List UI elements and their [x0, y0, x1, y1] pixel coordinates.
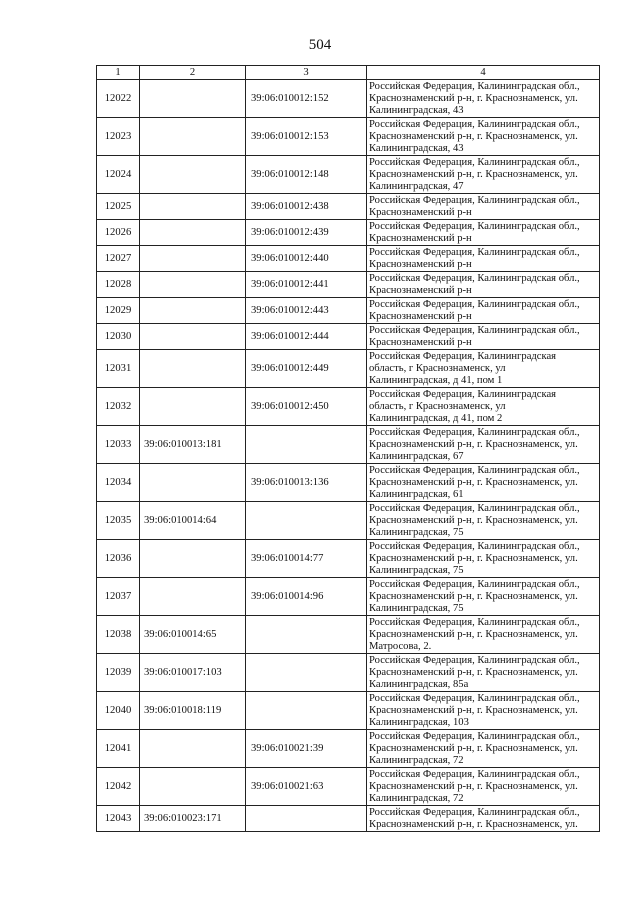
- address-line: Краснознаменский р-н, г. Краснознаменск, ул.: [369, 130, 578, 142]
- table-row: [97, 730, 600, 768]
- address-line: Российская Федерация, Калининградская обл.,: [369, 692, 580, 704]
- header-col-3: 3: [246, 66, 367, 80]
- table-row: [97, 426, 600, 464]
- address-line: Российская Федерация, Калининградская обл.,: [369, 502, 580, 514]
- cadastral-number-col3: [246, 806, 367, 832]
- address-cell: [367, 388, 600, 426]
- address-cell: [367, 272, 600, 298]
- cadastral-number-col2: [140, 730, 246, 768]
- address-line: Российская Федерация, Калининградская обл.,: [369, 464, 580, 476]
- table-row: [97, 118, 600, 156]
- page-number: 504: [308, 37, 332, 53]
- address-line: Российская Федерация, Калининградская обл.,: [369, 156, 580, 168]
- address-line: Калининградская, 67: [369, 450, 464, 462]
- address-line: Краснознаменский р-н, г. Краснознаменск, ул.: [369, 704, 578, 716]
- address-cell: [367, 768, 600, 806]
- address-cell: [367, 80, 600, 118]
- cadastral-number-col2: [140, 324, 246, 350]
- address-line: Российская Федерация, Калининградская обл.,: [369, 654, 580, 666]
- table-row: [97, 616, 600, 654]
- property-table: [96, 65, 600, 832]
- address-line: Краснознаменский р-н, г. Краснознаменск, ул.: [369, 666, 578, 678]
- address-line: Калининградская, 103: [369, 716, 469, 728]
- cadastral-number-col2: 39:06:010014:65: [140, 616, 246, 654]
- row-number-cell: 12024: [97, 156, 140, 194]
- address-cell: [367, 464, 600, 502]
- address-line: Краснознаменский р-н, г. Краснознаменск, ул.: [369, 742, 578, 754]
- cadastral-number-col2: 39:06:010017:103: [140, 654, 246, 692]
- cadastral-number-col3: 39:06:010012:440: [246, 246, 367, 272]
- address-cell: [367, 502, 600, 540]
- address-cell: [367, 118, 600, 156]
- table-row: [97, 578, 600, 616]
- address-cell: [367, 806, 600, 832]
- row-number-cell: 12025: [97, 194, 140, 220]
- table-row: [97, 464, 600, 502]
- address-cell: [367, 654, 600, 692]
- address-line: Российская Федерация, Калининградская: [369, 350, 557, 362]
- cadastral-number-col3: [246, 692, 367, 730]
- cadastral-number-col3: 39:06:010012:444: [246, 324, 367, 350]
- cadastral-number-col2: 39:06:010023:171: [140, 806, 246, 832]
- row-number-cell: 12038: [97, 616, 140, 654]
- row-number-cell: 12027: [97, 246, 140, 272]
- row-number-cell: 12026: [97, 220, 140, 246]
- address-line: Калининградская, 43: [369, 142, 464, 154]
- address-line: Калининградская, д 41, пом 2: [369, 412, 503, 424]
- cadastral-number-col3: 39:06:010012:443: [246, 298, 367, 324]
- address-line: Калининградская, 72: [369, 754, 464, 766]
- row-number-cell: 12037: [97, 578, 140, 616]
- row-number-cell: 12034: [97, 464, 140, 502]
- cadastral-number-col2: [140, 768, 246, 806]
- address-line: Краснознаменский р-н, г. Краснознаменск, ул.: [369, 590, 578, 602]
- address-line: Российская Федерация, Калининградская обл.,: [369, 272, 580, 284]
- cadastral-number-col2: [140, 540, 246, 578]
- row-number-cell: 12022: [97, 80, 140, 118]
- table-row: [97, 220, 600, 246]
- address-line: Российская Федерация, Калининградская обл.,: [369, 578, 580, 590]
- address-line: Краснознаменский р-н, г. Краснознаменск, ул.: [369, 476, 578, 488]
- table-row: [97, 324, 600, 350]
- address-line: Калининградская, 43: [369, 104, 464, 116]
- table-row: [97, 540, 600, 578]
- address-cell: [367, 194, 600, 220]
- table-row: [97, 502, 600, 540]
- address-cell: [367, 298, 600, 324]
- cadastral-number-col2: [140, 388, 246, 426]
- address-line: Российская Федерация, Калининградская обл.,: [369, 806, 580, 818]
- address-cell: [367, 324, 600, 350]
- row-number-cell: 12033: [97, 426, 140, 464]
- address-line: Калининградская, 75: [369, 564, 464, 576]
- address-cell: [367, 426, 600, 464]
- table-row: [97, 156, 600, 194]
- cadastral-number-col2: [140, 272, 246, 298]
- address-line: Краснознаменский р-н: [369, 258, 472, 270]
- address-line: Краснознаменский р-н, г. Краснознаменск, ул.: [369, 92, 578, 104]
- address-line: Краснознаменский р-н: [369, 284, 472, 296]
- cadastral-number-col2: [140, 464, 246, 502]
- header-col-1: 1: [97, 66, 140, 80]
- cadastral-number-col3: 39:06:010012:152: [246, 80, 367, 118]
- address-line: Российская Федерация, Калининградская обл.,: [369, 324, 580, 336]
- cadastral-number-col3: 39:06:010012:441: [246, 272, 367, 298]
- cadastral-number-col3: 39:06:010021:63: [246, 768, 367, 806]
- cadastral-number-col2: [140, 298, 246, 324]
- row-number-cell: 12043: [97, 806, 140, 832]
- row-number-cell: 12041: [97, 730, 140, 768]
- address-cell: [367, 350, 600, 388]
- address-cell: [367, 220, 600, 246]
- address-line: Краснознаменский р-н: [369, 310, 472, 322]
- header-col-4: 4: [367, 66, 600, 80]
- table-row: [97, 298, 600, 324]
- cadastral-number-col2: [140, 246, 246, 272]
- cadastral-number-col2: [140, 578, 246, 616]
- address-line: Российская Федерация, Калининградская обл.,: [369, 730, 580, 742]
- address-line: Матросова, 2.: [369, 640, 432, 652]
- cadastral-number-col3: 39:06:010012:148: [246, 156, 367, 194]
- address-cell: [367, 578, 600, 616]
- row-number-cell: 12029: [97, 298, 140, 324]
- address-line: Российская Федерация, Калининградская обл.,: [369, 118, 580, 130]
- address-line: Российская Федерация, Калининградская обл.,: [369, 768, 580, 780]
- address-line: Краснознаменский р-н, г. Краснознаменск, ул.: [369, 514, 578, 526]
- address-line: Краснознаменский р-н, г. Краснознаменск, ул.: [369, 628, 578, 640]
- address-line: Краснознаменский р-н, г. Краснознаменск, ул.: [369, 438, 578, 450]
- table-header-row: [97, 66, 600, 80]
- address-line: Краснознаменский р-н, г. Краснознаменск, ул.: [369, 818, 578, 830]
- row-number-cell: 12039: [97, 654, 140, 692]
- cadastral-number-col2: 39:06:010018:119: [140, 692, 246, 730]
- table-row: [97, 80, 600, 118]
- address-line: область, г Краснознаменск, ул: [369, 400, 506, 412]
- address-line: Российская Федерация, Калининградская обл.,: [369, 426, 580, 438]
- cadastral-number-col2: 39:06:010014:64: [140, 502, 246, 540]
- address-line: Российская Федерация, Калининградская обл.,: [369, 220, 580, 232]
- cadastral-number-col2: [140, 194, 246, 220]
- row-number-cell: 12036: [97, 540, 140, 578]
- cadastral-number-col3: 39:06:010021:39: [246, 730, 367, 768]
- address-line: Краснознаменский р-н, г. Краснознаменск, ул.: [369, 780, 578, 792]
- cadastral-number-col3: 39:06:010012:450: [246, 388, 367, 426]
- cadastral-number-col2: [140, 118, 246, 156]
- address-cell: [367, 692, 600, 730]
- row-number-cell: 12042: [97, 768, 140, 806]
- header-col-2: 2: [140, 66, 246, 80]
- address-line: Калининградская, 75: [369, 526, 464, 538]
- table-row: [97, 388, 600, 426]
- cadastral-number-col3: 39:06:010012:449: [246, 350, 367, 388]
- row-number-cell: 12028: [97, 272, 140, 298]
- address-cell: [367, 540, 600, 578]
- cadastral-number-col3: [246, 502, 367, 540]
- address-line: Российская Федерация, Калининградская обл.,: [369, 246, 580, 258]
- table-row: [97, 806, 600, 832]
- address-line: Российская Федерация, Калининградская обл.,: [369, 298, 580, 310]
- table-row: [97, 692, 600, 730]
- address-line: Краснознаменский р-н, г. Краснознаменск, ул.: [369, 552, 578, 564]
- cadastral-number-col2: [140, 156, 246, 194]
- address-cell: [367, 616, 600, 654]
- cadastral-number-col2: [140, 220, 246, 246]
- address-line: Российская Федерация, Калининградская обл.,: [369, 194, 580, 206]
- table-row: [97, 272, 600, 298]
- address-line: Краснознаменский р-н: [369, 206, 472, 218]
- address-line: Краснознаменский р-н: [369, 336, 472, 348]
- row-number-cell: 12040: [97, 692, 140, 730]
- row-number-cell: 12035: [97, 502, 140, 540]
- cadastral-number-col3: 39:06:010014:77: [246, 540, 367, 578]
- address-cell: [367, 730, 600, 768]
- row-number-cell: 12030: [97, 324, 140, 350]
- address-line: Калининградская, д 41, пом 1: [369, 374, 503, 386]
- address-line: Калининградская, 61: [369, 488, 464, 500]
- address-line: Калининградская, 72: [369, 792, 464, 804]
- cadastral-number-col2: [140, 80, 246, 118]
- cadastral-number-col2: [140, 350, 246, 388]
- cadastral-number-col3: [246, 654, 367, 692]
- address-line: Российская Федерация, Калининградская обл.,: [369, 616, 580, 628]
- row-number-cell: 12032: [97, 388, 140, 426]
- table-row: [97, 246, 600, 272]
- cadastral-number-col3: [246, 426, 367, 464]
- cadastral-number-col3: 39:06:010012:439: [246, 220, 367, 246]
- address-line: Калининградская, 75: [369, 602, 464, 614]
- table-row: [97, 768, 600, 806]
- address-cell: [367, 246, 600, 272]
- address-line: Краснознаменский р-н: [369, 232, 472, 244]
- row-number-cell: 12023: [97, 118, 140, 156]
- address-line: Российская Федерация, Калининградская обл.,: [369, 80, 580, 92]
- address-line: область, г Краснознаменск, ул: [369, 362, 506, 374]
- cadastral-number-col2: 39:06:010013:181: [140, 426, 246, 464]
- table-row: [97, 194, 600, 220]
- address-line: Российская Федерация, Калининградская: [369, 388, 557, 400]
- cadastral-number-col3: 39:06:010013:136: [246, 464, 367, 502]
- table-row: [97, 654, 600, 692]
- cadastral-number-col3: [246, 616, 367, 654]
- address-cell: [367, 156, 600, 194]
- cadastral-number-col3: 39:06:010012:438: [246, 194, 367, 220]
- address-line: Российская Федерация, Калининградская обл.,: [369, 540, 580, 552]
- address-line: Калининградская, 85а: [369, 678, 469, 690]
- cadastral-number-col3: 39:06:010012:153: [246, 118, 367, 156]
- table-row: [97, 350, 600, 388]
- cadastral-number-col3: 39:06:010014:96: [246, 578, 367, 616]
- address-line: Краснознаменский р-н, г. Краснознаменск, ул.: [369, 168, 578, 180]
- row-number-cell: 12031: [97, 350, 140, 388]
- address-line: Калининградская, 47: [369, 180, 464, 192]
